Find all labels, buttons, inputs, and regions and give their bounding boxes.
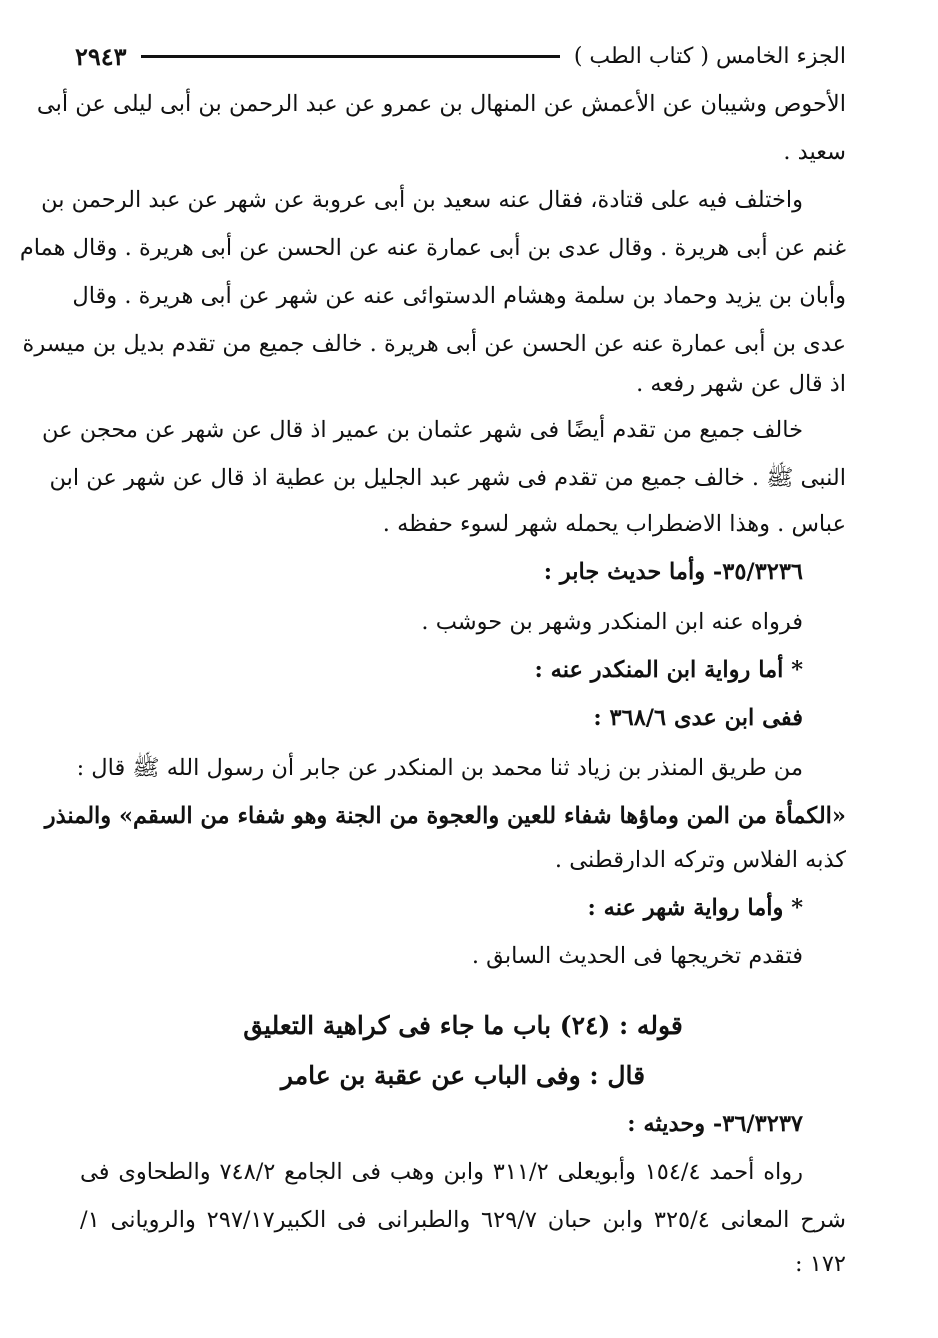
subheading: * وأما رواية شهر عنه :: [587, 895, 803, 921]
text-line: كذبه الفلاس وتركه الدارقطنى .: [554, 847, 846, 873]
text-line: وأبان بن يزيد وحماد بن سلمة وهشام الدستوائى عنه عن شهر عن أبى هريرة . وقال: [72, 283, 846, 309]
text-line: النبى ﷺ . خالف جميع من تقدم فى شهر عبد الجليل بن عطية اذ قال عن شهر عن ابن: [49, 465, 846, 491]
text-line: سعيد .: [783, 139, 846, 165]
text-line: الأحوص وشيبان عن الأعمش عن المنهال بن عمرو عن عبد الرحمن بن أبى ليلى عن أبى: [36, 91, 846, 117]
text-line: عباس . وهذا الاضطراب يحمله شهر لسوء حفظه .: [382, 511, 846, 537]
subheading: * أما رواية ابن المنكدر عنه :: [534, 657, 803, 683]
source-reference: ففى ابن عدى ٣٦٨/٦ :: [593, 705, 803, 731]
page-number: ٢٩٤٣: [75, 41, 127, 71]
hadith-heading: ٣٥/٣٢٣٦- وأما حديث جابر :: [543, 559, 803, 585]
paragraph-start-line: من طريق المنذر بن زياد ثنا محمد بن المنكدر عن جابر أن رسول الله ﷺ قال :: [76, 755, 803, 781]
text-line: عدى بن أبى عمارة عنه عن الحسن عن أبى هريرة . خالف جميع من تقدم بديل بن ميسرة: [22, 331, 846, 357]
chapter-title: قوله : (٢٤) باب ما جاء فى كراهية التعليق: [243, 1011, 683, 1040]
chapter-subtitle: قال : وفى الباب عن عقبة بن عامر: [280, 1061, 646, 1090]
text-line: ١٧٢ :: [795, 1251, 846, 1277]
hadith-text: «الكمأة من المن وماؤها شفاء للعين والعجوة من الجنة وهو شفاء من السقم» والمنذر: [44, 803, 846, 829]
hadith-heading: ٣٦/٣٢٣٧- وحديثه :: [627, 1111, 803, 1137]
paragraph-start-line: رواه أحمد ١٥٤/٤ وأبويعلى ٣١١/٢ وابن وهب فى الجامع ٧٤٨/٢ والطحاوى فى: [80, 1159, 803, 1185]
text-line: فتقدم تخريجها فى الحديث السابق .: [471, 943, 803, 969]
text-line: اذ قال عن شهر رفعه .: [636, 371, 846, 397]
text-line: فرواه عنه ابن المنكدر وشهر بن حوشب .: [421, 609, 803, 635]
text-line: غنم عن أبى هريرة . وقال عدى بن أبى عمارة عنه عن الحسن عن أبى هريرة . وقال همام: [19, 235, 846, 261]
page-header: [75, 38, 846, 74]
paragraph-start-line: خالف جميع من تقدم أيضًا فى شهر عثمان بن عمير اذ قال عن شهر عن محجن عن: [41, 417, 803, 443]
text-line: شرح المعانى ٣٢٥/٤ وابن حبان ٦٢٩/٧ والطبرانى فى الكبير٢٩٧/١٧ والرويانى ١/: [80, 1207, 846, 1233]
header-rule: [141, 55, 560, 58]
running-title: الجزء الخامس ( كتاب الطب ): [573, 43, 846, 69]
paragraph-start-line: واختلف فيه على قتادة، فقال عنه سعيد بن أبى عروبة عن شهر عن عبد الرحمن بن: [41, 187, 803, 213]
